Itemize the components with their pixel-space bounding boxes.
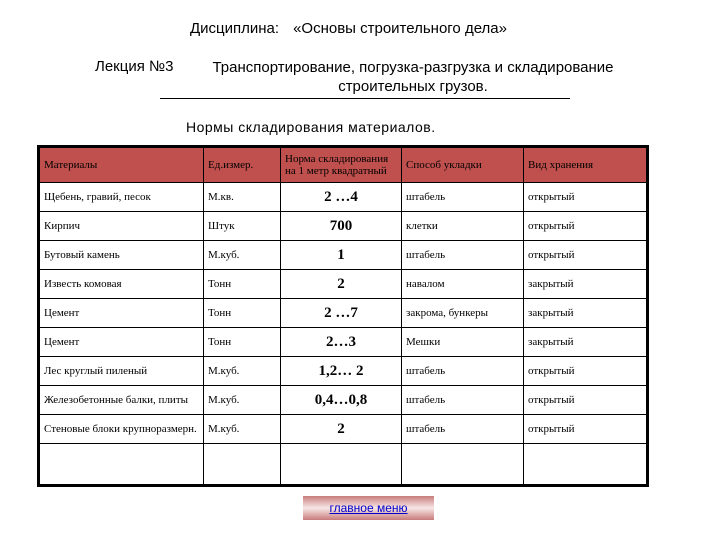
table-cell: [524, 444, 648, 486]
table-cell: открытый: [524, 183, 648, 212]
table-cell: [402, 444, 524, 486]
table-row: [39, 241, 648, 270]
table-cell: 2 …4: [281, 183, 402, 212]
table-cell: открытый: [524, 212, 648, 241]
table-cell: закрытый: [524, 270, 648, 299]
table-cell: Цемент: [39, 328, 204, 357]
table-cell: Известь комовая: [39, 270, 204, 299]
table-cell: 0,4…0,8: [281, 386, 402, 415]
table-row: [39, 270, 648, 299]
table-title: Нормы складирования материалов.: [186, 119, 436, 135]
table-cell: М.куб.: [204, 241, 281, 270]
table-cell: Бутовый камень: [39, 241, 204, 270]
table-cell: [281, 444, 402, 486]
table-cell: 2…3: [281, 328, 402, 357]
empty-row: [39, 444, 648, 486]
table-row: [39, 328, 648, 357]
discipline-name: «Основы строительного дела»: [293, 20, 507, 37]
table-cell: 2: [281, 270, 402, 299]
column-header: Вид хранения: [524, 147, 648, 183]
lecture-topic: Транспортирование, погрузка-разгрузка и складирование строительных грузов.: [212, 59, 614, 95]
table-cell: 1: [281, 241, 402, 270]
table-row: [39, 212, 648, 241]
discipline-line: [190, 20, 507, 37]
table-row: [39, 386, 648, 415]
table-cell: Тонн: [204, 270, 281, 299]
table-cell: 700: [281, 212, 402, 241]
table-row: [39, 183, 648, 212]
table-cell: [204, 444, 281, 486]
table-cell: 1,2… 2: [281, 357, 402, 386]
table-cell: 2: [281, 415, 402, 444]
column-header: Норма складирования на 1 метр квадратный: [281, 147, 402, 183]
table-cell: [39, 444, 204, 486]
main-menu-button[interactable]: главное меню: [303, 496, 434, 520]
table-cell: М.кв.: [204, 183, 281, 212]
table-cell: открытый: [524, 357, 648, 386]
table-cell: М.куб.: [204, 415, 281, 444]
table-row: [39, 415, 648, 444]
table-cell: открытый: [524, 386, 648, 415]
table-row: [39, 299, 648, 328]
lecture-number: Лекция №3: [95, 58, 174, 75]
table-cell: Тонн: [204, 328, 281, 357]
table-cell: штабель: [402, 357, 524, 386]
table-row: [39, 357, 648, 386]
column-header: Способ укладки: [402, 147, 524, 183]
table-cell: Кирпич: [39, 212, 204, 241]
table-cell: 2 …7: [281, 299, 402, 328]
table-cell: Штук: [204, 212, 281, 241]
table-cell: Тонн: [204, 299, 281, 328]
column-header: Материалы: [39, 147, 204, 183]
table-cell: Железобетонные балки, плиты: [39, 386, 204, 415]
table-cell: клетки: [402, 212, 524, 241]
table-cell: закрытый: [524, 299, 648, 328]
table-cell: закрытый: [524, 328, 648, 357]
table-cell: штабель: [402, 386, 524, 415]
storage-norms-table: [37, 145, 649, 487]
table-cell: М.куб.: [204, 357, 281, 386]
discipline-label: Дисциплина:: [190, 20, 280, 37]
table-cell: закрома, бункеры: [402, 299, 524, 328]
column-header: Ед.измер.: [204, 147, 281, 183]
table-cell: Стеновые блоки крупноразмерн.: [39, 415, 204, 444]
table-cell: открытый: [524, 241, 648, 270]
table-cell: штабель: [402, 241, 524, 270]
table-cell: Мешки: [402, 328, 524, 357]
table-cell: М.куб.: [204, 386, 281, 415]
table-cell: штабель: [402, 183, 524, 212]
table-cell: Щебень, гравий, песок: [39, 183, 204, 212]
table-header-row: [39, 147, 648, 183]
table-cell: навалом: [402, 270, 524, 299]
table-cell: открытый: [524, 415, 648, 444]
table-cell: Лес круглый пиленый: [39, 357, 204, 386]
table-cell: Цемент: [39, 299, 204, 328]
divider: [160, 98, 570, 99]
table-cell: штабель: [402, 415, 524, 444]
